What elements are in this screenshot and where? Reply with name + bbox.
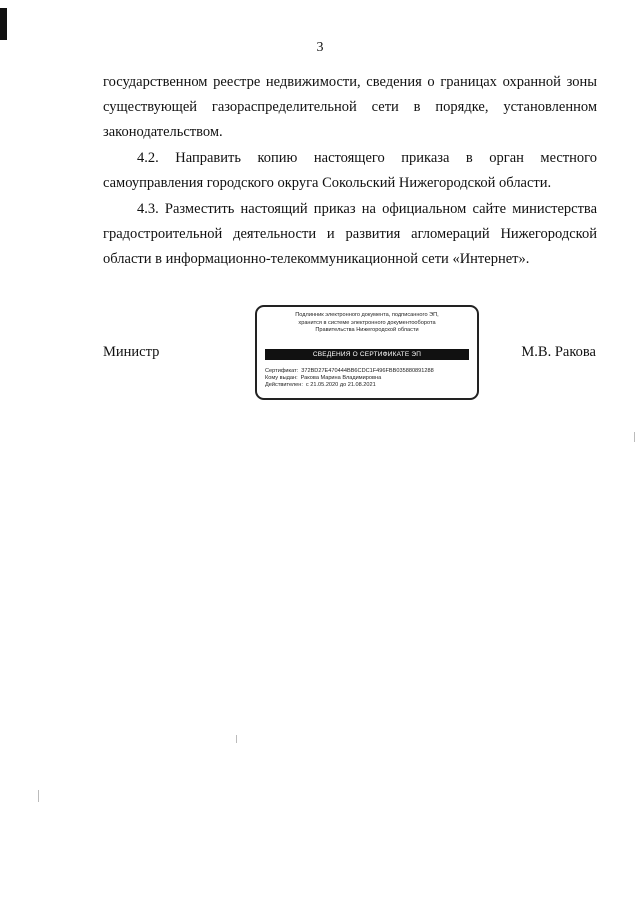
- scan-speck: [38, 790, 39, 802]
- signer-role: Министр: [103, 344, 160, 360]
- scan-edge-mark: [0, 8, 7, 40]
- stamp-header-line: хранится в системе электронного документооборота: [298, 319, 436, 326]
- paragraph-text: 4.2. Направить копию настоящего приказа в орган местного самоуправления городского округа Сокольский Нижегородской области.: [103, 150, 597, 191]
- stamp-validity-row: [265, 382, 434, 389]
- signer-name: М.В. Ракова: [521, 344, 596, 360]
- stamp-certificate-row: [265, 368, 434, 375]
- stamp-header-line: Правительства Нижегородской области: [315, 327, 419, 334]
- stamp-header: [257, 312, 477, 335]
- stamp-validity-value: с 21.05.2020 до 21.08.2021: [305, 382, 376, 389]
- stamp-certificate-value: 372BD27E470444BB6CDC1F496FBB035880891288: [301, 368, 434, 374]
- stamp-header-line: Подлинник электронного документа, подписанного ЭП,: [295, 312, 439, 318]
- stamp-certificate-label: Сертификат:: [265, 368, 299, 374]
- stamp-owner-value: Ракова Марина Владимировна: [300, 375, 382, 382]
- page-number: 3: [316, 40, 324, 55]
- stamp-owner-label: Кому выдан:: [265, 375, 298, 382]
- scan-speck: [634, 432, 635, 442]
- electronic-signature-stamp: [255, 305, 479, 400]
- paragraph-text: государственном реестре недвижимости, сведения о границах охранной зоны существующей газораспределительной сети в порядке, установленном законодательством.: [103, 74, 597, 140]
- paragraph-4-3: [103, 197, 597, 272]
- paragraph-4-2: [103, 146, 597, 196]
- stamp-validity-label: Действителен:: [265, 382, 303, 389]
- stamp-details: [265, 368, 434, 390]
- paragraph-continuation: [103, 70, 597, 145]
- scan-speck: [236, 735, 237, 743]
- paragraph-text: 4.3. Разместить настоящий приказ на официальном сайте министерства градостроительной деятельности и развития агломераций Нижегородской области в информационно-телекоммуникационной сети «Интернет».: [103, 201, 597, 267]
- stamp-title-bar: СВЕДЕНИЯ О СЕРТИФИКАТЕ ЭП: [265, 349, 469, 360]
